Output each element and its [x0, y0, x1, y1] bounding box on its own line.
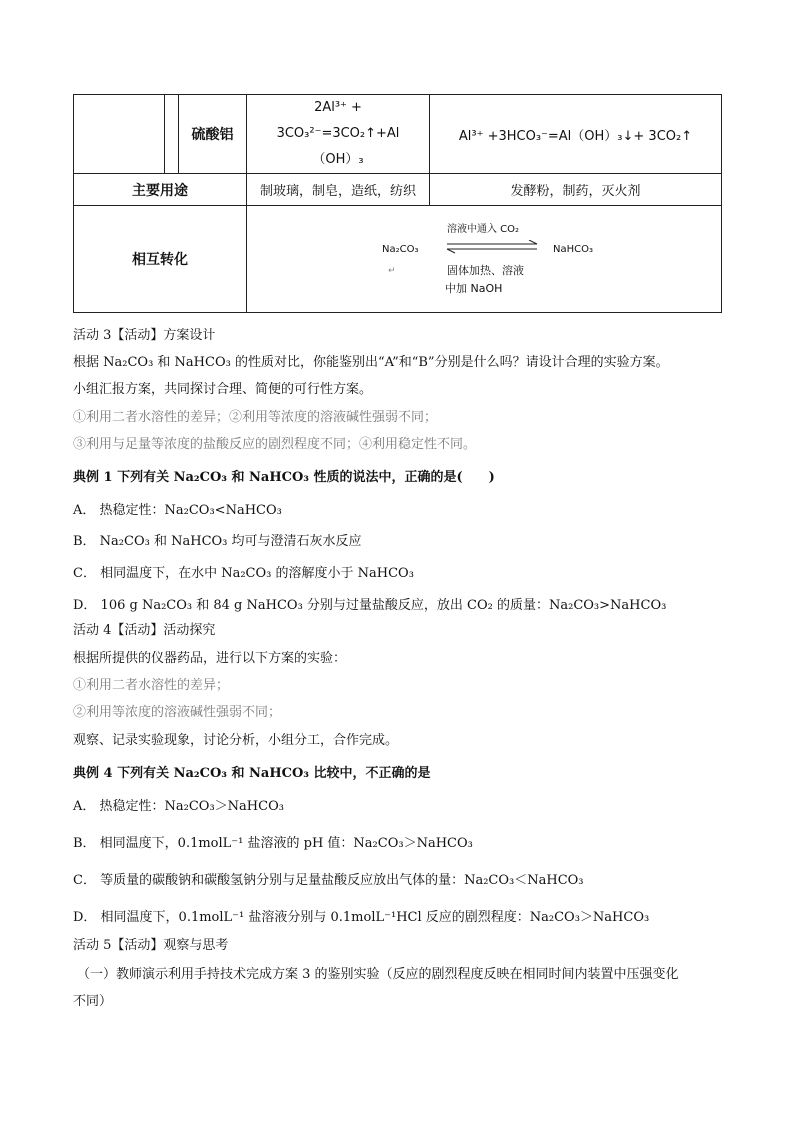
example-4-question: 典例 4 下列有关 Na₂CO₃ 和 NaHCO₃ 比较中，不正确的是: [73, 766, 431, 781]
activity-3-heading: 活动 3【活动】方案设计: [73, 328, 216, 343]
na2co3-uses-cell: 制玻璃，制皂，造纸，纺织: [247, 174, 430, 206]
table-row: [74, 206, 722, 313]
row-label-main-uses: 主要用途: [74, 174, 247, 206]
na2co3-reaction-cell: [247, 95, 430, 174]
table-row: [74, 95, 722, 174]
example-1-choice-c: C． 相同温度下，在水中 Na₂CO₃ 的溶解度小于 NaHCO₃: [73, 566, 414, 581]
example-1-choice-a: A． 热稳定性：Na₂CO₃<NaHCO₃: [73, 503, 282, 518]
nahco3-uses-cell: 发酵粉，制药，灭火剂: [430, 174, 722, 206]
conversion-reverse-condition-2: 中加 NaOH: [445, 282, 503, 295]
na2co3-reaction-line1: 2Al³⁺ + 3CO₃²⁻=3CO₂↑+Al: [276, 100, 400, 141]
return-mark-icon: ↵: [388, 266, 396, 276]
activity-5-text-line1: （一）教师演示利用手持技术完成方案 3 的鉴别实验（反应的剧烈程度反映在相同时间内装置中压强变化: [77, 967, 679, 982]
na2co3-reaction-line2: （OH）₃: [312, 152, 364, 167]
activity-5-heading: 活动 5【活动】观察与思考: [73, 938, 229, 953]
activity-4-option-2: ②利用等浓度的溶液碱性强弱不同；: [73, 705, 282, 720]
activity-4-intro: 根据所提供的仪器药品，进行以下方案的实验：: [73, 651, 347, 666]
activity-5-text-line2: 不同）: [73, 994, 113, 1009]
equilibrium-arrows-icon: [445, 240, 541, 254]
example-4-choice-d: D． 相同温度下，0.1molL⁻¹ 盐溶液分别与 0.1molL⁻¹HCl 反应的剧烈程度：Na₂CO₃＞NaHCO₃: [73, 910, 650, 925]
example-4-choice-c: C． 等质量的碳酸钠和碳酸氢钠分别与足量盐酸反应放出气体的量：Na₂CO₃＜NaHCO₃: [73, 873, 584, 888]
conversion-reverse-condition-1: 固体加热、溶液: [447, 264, 524, 277]
row-label-aluminum-sulfate: 硫酸铝: [179, 95, 247, 174]
activity-4-instruction: 观察、记录实验现象，讨论分析，小组分工，合作完成。: [73, 733, 399, 748]
example-4-choice-a: A． 热稳定性：Na₂CO₃＞NaHCO₃: [73, 799, 284, 814]
conversion-diagram: [247, 206, 721, 312]
nahco3-reaction-cell: Al³⁺ +3HCO₃⁻=Al（OH）₃↓+ 3CO₂↑: [430, 95, 722, 174]
table-row: [74, 174, 722, 206]
activity-4-heading: 活动 4【活动】活动探究: [73, 623, 216, 638]
example-4-choice-b: B． 相同温度下，0.1molL⁻¹ 盐溶液的 pH 值：Na₂CO₃＞NaHCO₃: [73, 836, 473, 851]
example-1-choice-b: B． Na₂CO₃ 和 NaHCO₃ 均可与澄清石灰水反应: [73, 534, 362, 549]
activity-4-option-1: ①利用二者水溶性的差异；: [73, 678, 230, 693]
activity-3-report: 小组汇报方案，共同探讨合理、简便的可行性方案。: [73, 382, 373, 397]
conversion-to-label: NaHCO₃: [553, 244, 593, 255]
activity-3-option-2: ③利用与足量等浓度的盐酸反应的剧烈程度不同；④利用稳定性不同。: [73, 437, 477, 452]
conversion-from-label: Na₂CO₃: [382, 244, 419, 255]
table-cell-empty: [74, 95, 165, 174]
comparison-table: [73, 94, 722, 313]
example-1-question: 典例 1 下列有关 Na₂CO₃ 和 NaHCO₃ 性质的说法中，正确的是( ): [73, 470, 495, 485]
row-label-interconversion: 相互转化: [74, 206, 247, 313]
table-cell-empty: [165, 95, 179, 174]
activity-3-question: 根据 Na₂CO₃ 和 NaHCO₃ 的性质对比，你能鉴别出“A”和“B”分别是什么吗？请设计合理的实验方案。: [73, 355, 669, 370]
example-1-choice-d: D． 106 g Na₂CO₃ 和 84 g NaHCO₃ 分别与过量盐酸反应，放出 CO₂ 的质量：Na₂CO₃>NaHCO₃: [73, 598, 667, 613]
activity-3-option-1: ①利用二者水溶性的差异；②利用等浓度的溶液碱性强弱不同；: [73, 410, 438, 425]
conversion-diagram-cell: [247, 206, 722, 313]
conversion-forward-condition: 溶液中通入 CO₂: [447, 224, 520, 235]
